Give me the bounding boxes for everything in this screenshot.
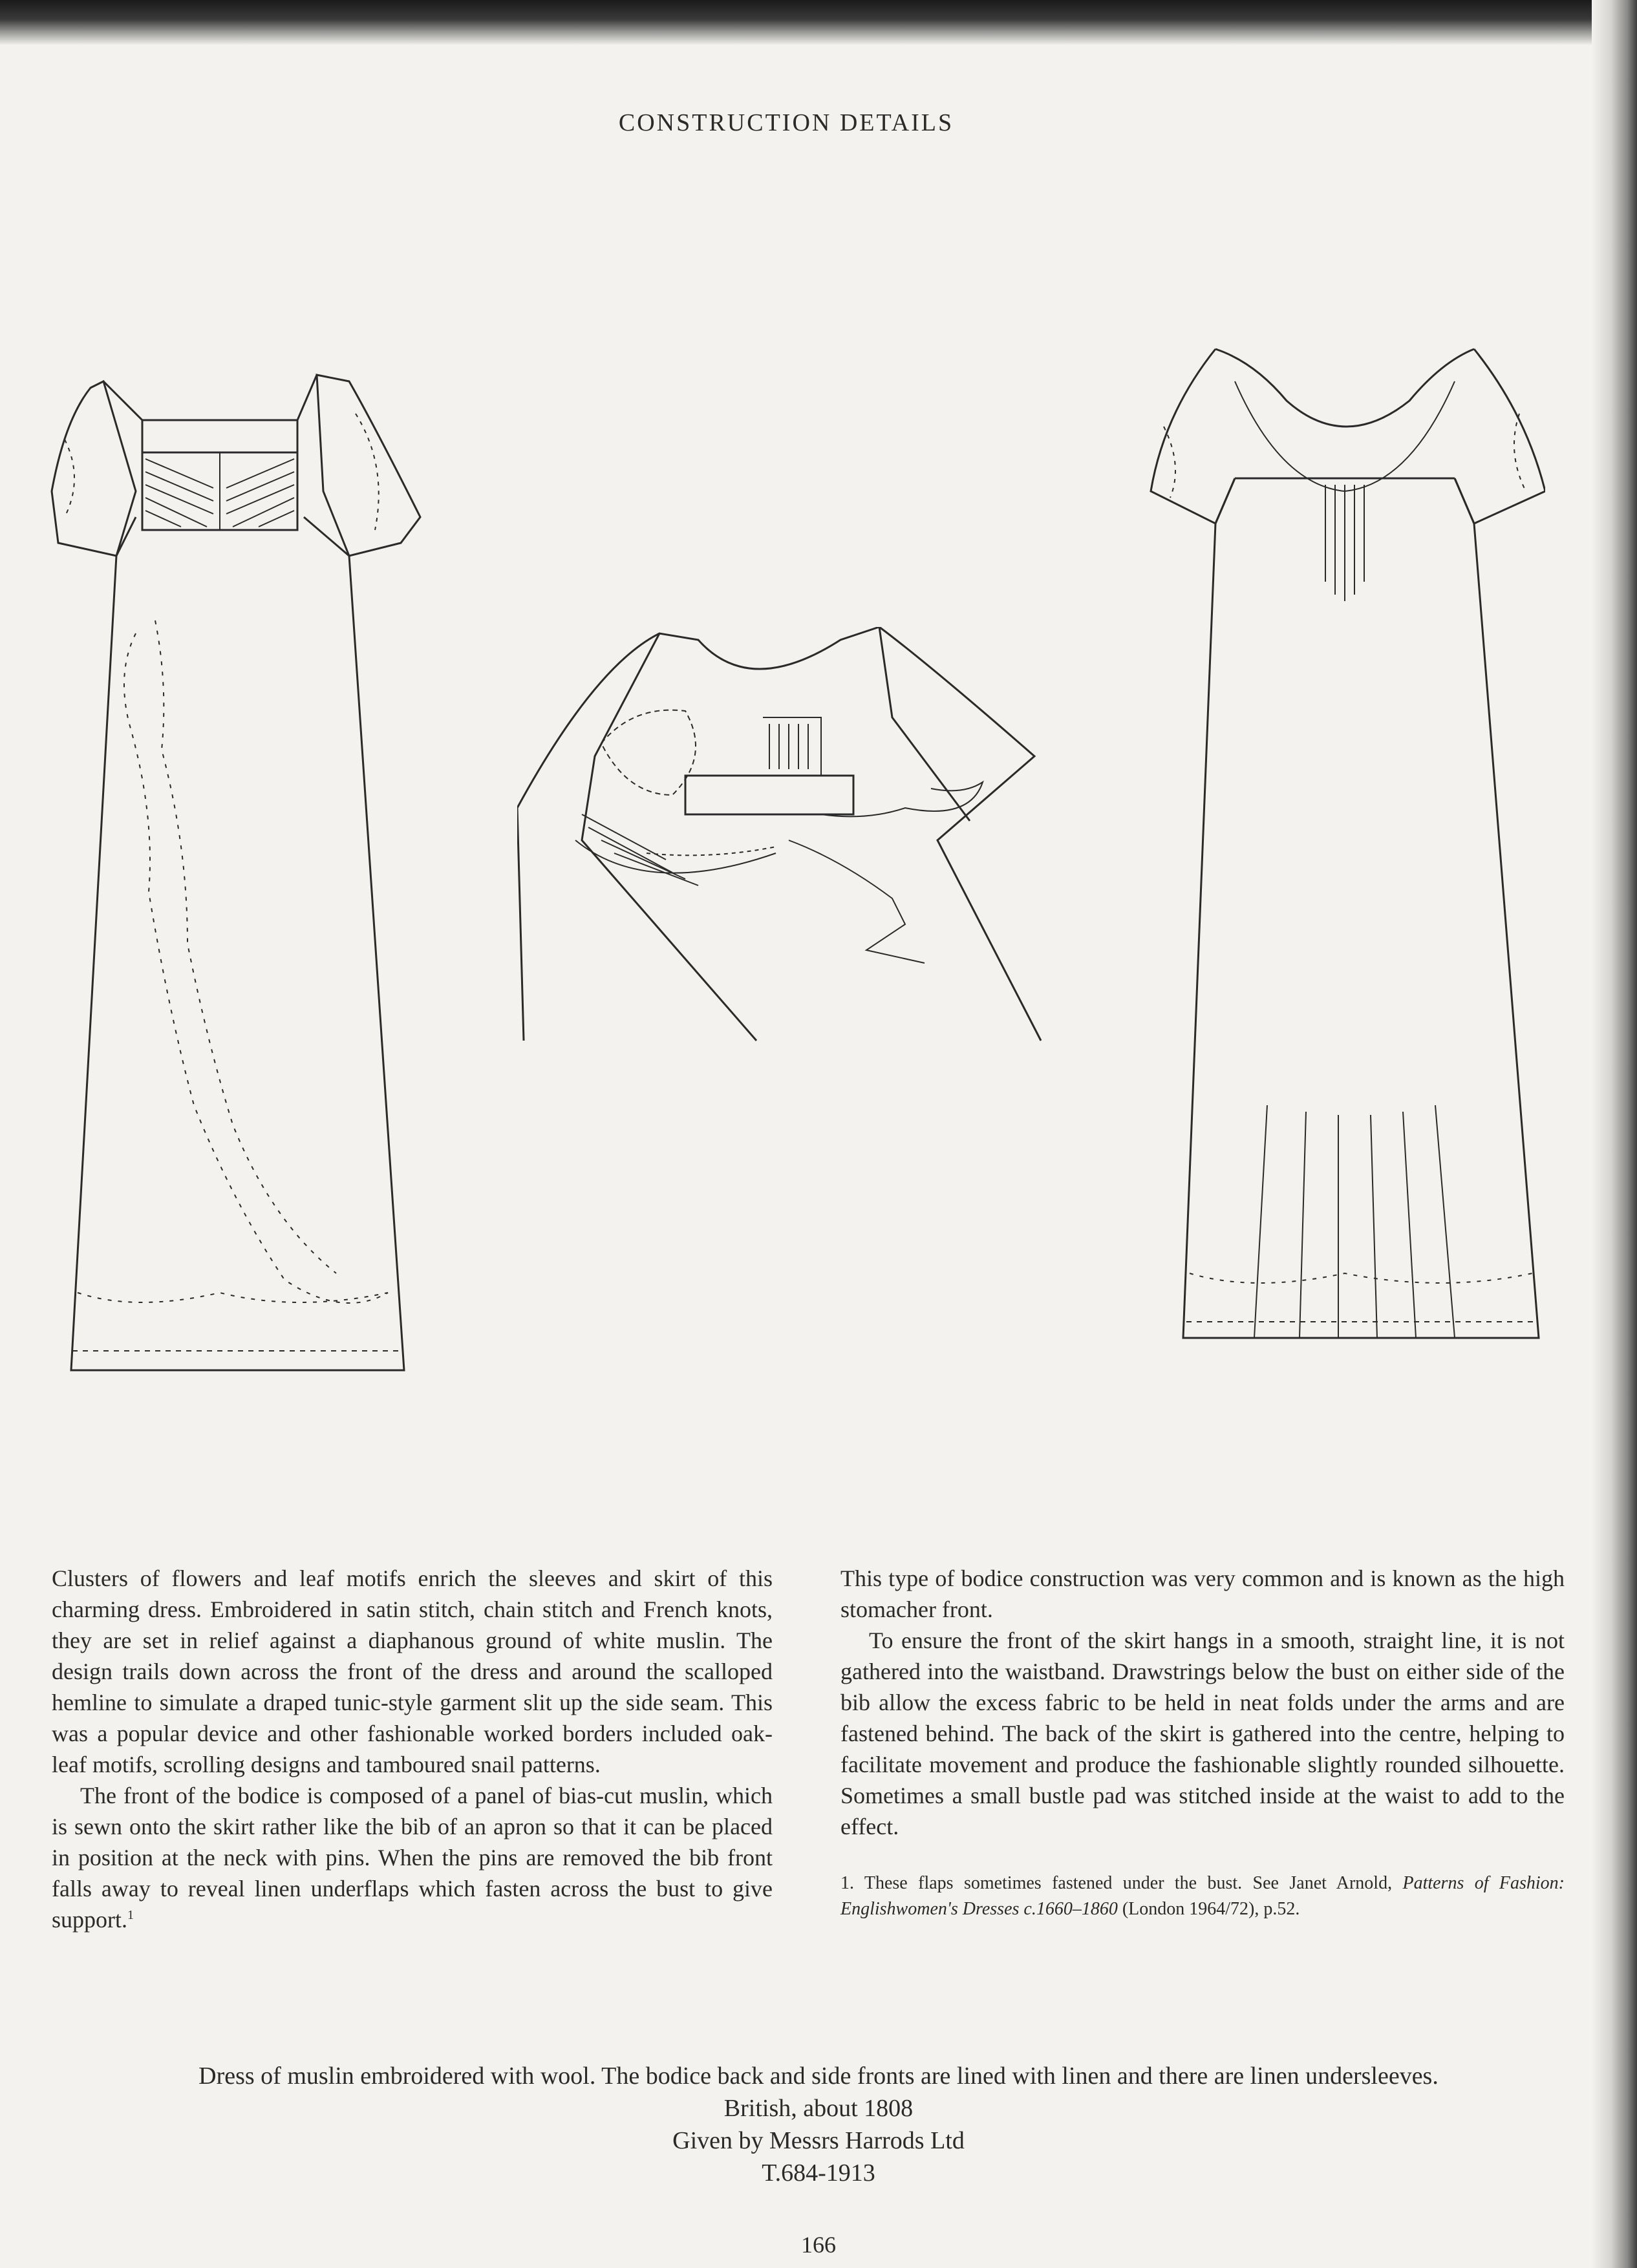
footnote-cited-title: Patterns of Fashion: Englishwomen's Dresses c.1660–1860 [840,1873,1565,1919]
page-top-edge-shadow [0,0,1637,45]
footnote: 1. These flaps sometimes fastened under the bust. See Janet Arnold, Patterns of Fashion: Englishwomen's Dresses c.1660–1860 (London 1964/72), p.52. [840,1873,1565,1919]
footnote-marker: 1 [127,1908,134,1922]
bodice-construction-detail-illustration [517,627,1047,1060]
figure-caption [0,2060,1637,2189]
caption-description: Dress of muslin embroidered with wool. The bodice back and side fronts are lined with linen and there are linen undersleeves. [198,2062,1439,2090]
body-paragraph: The front of the bodice is composed of a panel of bias-cut muslin, which is sewn onto the skirt rather like the bib of an apron so that it can be placed in position at the neck with pins. When the pins are removed the bib front falls away to reveal linen underflaps which fasten across the bust to give support.$^1$ [52,1783,773,1933]
dress-front-view-illustration [39,362,427,1383]
body-paragraph: Clusters of flowers and leaf motifs enrich the sleeves and skirt of this charming dress. Embroidered in satin stitch, chain stitch and French knots, they are set in relief against a diaphanous ground of white muslin. The design trails down across the front of the dress and around the scalloped hemline to simulate a draped tunic-style garment slit up the side seam. This was a popular device and other fashionable worked borders included oak-leaf motifs, scrolling designs and tamboured snail patterns. [52,1565,773,1777]
caption-donor: Given by Messrs Harrods Ltd [672,2127,965,2154]
body-column-left [52,1563,773,1935]
page-number: 166 [801,2232,836,2258]
body-column-right [840,1563,1565,1922]
running-header: CONSTRUCTION DETAILS [618,109,954,136]
body-paragraph: This type of bodice construction was very common and is known as the high stomacher front. [840,1565,1565,1622]
body-paragraph: To ensure the front of the skirt hangs in a smooth, straight line, it is not gathered into the waistband. Drawstrings below the bust on either side of the bib allow the excess fabric to be held in neat folds under the arms and are fastened behind. The back of the skirt is gathered into the centre, helping to facilitate movement and produce the fashionable slightly rounded silhouette. Sometimes a small bustle pad was stitched inside at the waist to add to the effect. [840,1627,1565,1839]
caption-museum-number: T.684-1913 [762,2159,875,2187]
page-gutter-shadow [1592,0,1637,2268]
caption-origin-date: British, about 1808 [723,2095,914,2122]
dress-back-view-illustration [1138,336,1545,1344]
